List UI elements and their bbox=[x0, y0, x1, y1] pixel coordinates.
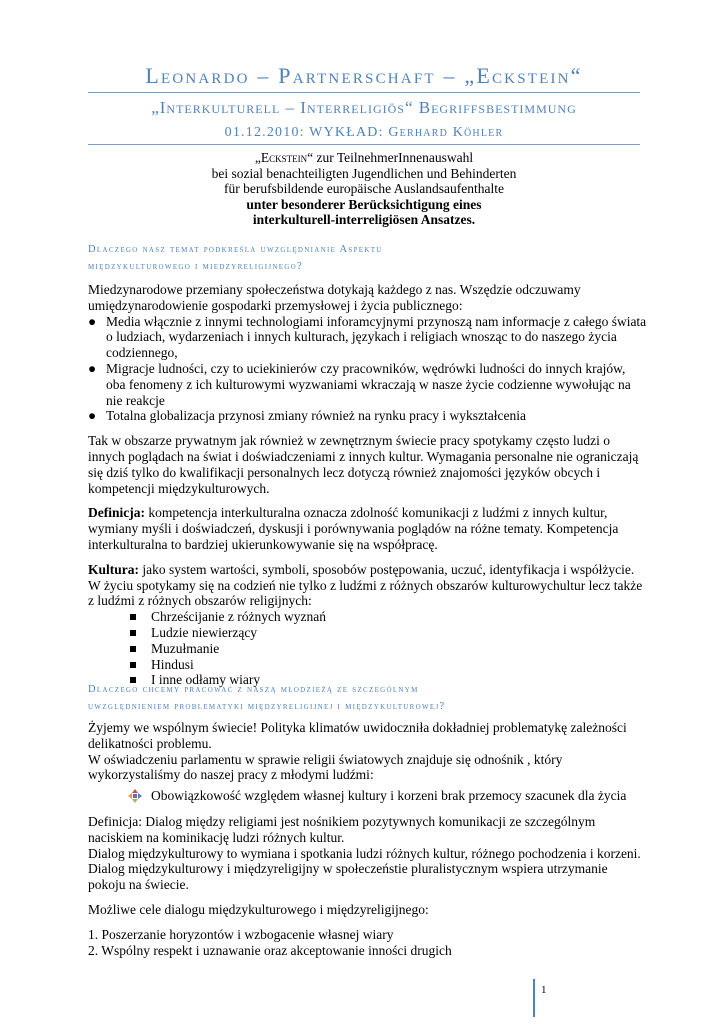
intro-line-1: „Eckstein“ zur TeilnehmerInnenauswahl bbox=[254, 150, 474, 165]
page-number: 1 bbox=[533, 979, 547, 1017]
square-bullet-icon bbox=[130, 646, 136, 652]
bullet-dot-icon: ● bbox=[88, 360, 97, 376]
goal-item: 2. Wspólny respekt i uznawanie oraz akceptowanie inności drugich bbox=[88, 942, 452, 958]
list-item: I inne odłamy wiary bbox=[88, 672, 648, 688]
list-item: ● Totalna globalizacja przynosi zmiany również na rynku pracy i wykształcenia bbox=[88, 408, 527, 424]
section2-para2: W oświadczeniu parlamentu w sprawie religii światowych znajduje się odnośnik , który wykorzystaliśmy do naszej pracy z młodymi ludźmi: bbox=[88, 751, 563, 783]
intro-line-2: bei sozial benachteiligten Jugendlichen und Behinderten bbox=[211, 165, 517, 181]
title-divider bbox=[88, 92, 640, 93]
list-item: ● Migracje ludności, czy to uciekinierów czy pracowników, wędrówki ludności do innych krajów, oba fenomeny z ich kulturowymi wyzwaniami wkraczają w nasze życie codzienne wywołując na nie reakcje bbox=[88, 360, 631, 408]
arrow-list-item: Obowiązkowość względem własnej kultury i korzeni brak przemocy szacunek dla życia bbox=[88, 788, 648, 804]
list-item: Chrześcijanie z różnych wyznań bbox=[88, 609, 648, 625]
culture-paragraph: Kultura: jako system wartości, symboli, sposobów postępowania, uczuć, identyfikacja i współżycie. W życiu spotykamy się na codzień nie tylko z ludźmi z różnych obszarów kulturowychultur lecz także z ludźmi z różnych obszarów religijnych: bbox=[88, 561, 643, 609]
section2-def3: Dialog międzykulturowy i międzyreligijny w społeczeństie pluralistycznym wspiera utrzymanie pokoju na świecie. bbox=[88, 861, 608, 893]
square-bullet-icon bbox=[130, 630, 136, 636]
section1-para2: Tak w obszarze prywatnym jak również w zewnętrznym świecie pracy spotykamy często ludzi o innych poglądach na świat i doświadczeniami z innych kultur. Wymagania personalne nie ograniczają się dziś tylko do kwalifikacji personalnych lecz dotyczą również znajomości języków obcych i kompetencji międzykulturowych. bbox=[88, 433, 639, 496]
four-arrows-icon bbox=[128, 789, 142, 803]
intro-line-5: interkulturell-interreligiösen Ansatzes. bbox=[252, 212, 476, 228]
list-item: Hindusi bbox=[88, 657, 648, 673]
section2-def1: Definicja: Dialog między religiami jest nośnikiem pozytywnych komunikacji ze szczególnym naciskiem na kominikację ludzi różnych kultur. bbox=[88, 813, 596, 845]
section1-para1: Miedzynarodowe przemiany społeczeństwa dotykają każdego z nas. Wszędzie odczuwamy umiędzynarodowienie gospodarki przemysłowej i życia publicznego: bbox=[88, 282, 581, 313]
section2-para1: Żyjemy we wspólnym świecie! Polityka klimatów uwidoczniła dokładniej problematykę zależności delikatności problemu. bbox=[88, 720, 627, 751]
date-divider bbox=[88, 144, 640, 145]
list-item: ● Media włącznie z innymi technologiami inforamcyjnymi przynoszą nam informacje z całego świata o ludziach, wydarzeniach i innych kulturach, językach i religiach wnosząc to do naszego życia codziennego, bbox=[88, 313, 647, 361]
section2-heading: Dlaczego chcemy pracować z naszą młodzieżą ze szczególnym uwzględnieniem problematyki międzyreligijnej i międzykulturowej? bbox=[88, 684, 446, 712]
goals-intro: Możliwe cele dialogu międzykulturowego i międzyreligijnego: bbox=[88, 901, 429, 917]
list-item: Ludzie niewierzący bbox=[88, 625, 648, 641]
section1-body bbox=[88, 282, 648, 697]
definition-paragraph: Definicja: kompetencja interkulturalna oznacza zdolność komunikacji z ludźmi z innych kultur, wymiany myśli i doświadczeń, dyskusji i porównywania poglądów na różne tematy. Kompetencja interkulturalna to bardziej ukierunkowywanie się na współpracę. bbox=[88, 505, 619, 552]
intro-line-3: für berufsbildende europäische Auslandsaufenthalte bbox=[223, 181, 505, 197]
list-item: Muzułmanie bbox=[88, 641, 648, 657]
document-subtitle: „Interkulturell – Interreligiös“ Begriffsbestimmung bbox=[151, 98, 577, 117]
square-bullet-icon bbox=[130, 614, 136, 620]
section1-bullet-list bbox=[88, 314, 648, 425]
goal-item: 1. Poszerzanie horyzontów i wzbogacenie własnej wiary bbox=[88, 926, 394, 942]
religion-group-list bbox=[88, 609, 648, 688]
bullet-dot-icon: ● bbox=[88, 408, 97, 424]
section2-body bbox=[88, 720, 648, 958]
section2-def2: Dialog międzykulturowy to wymiana i spotkania ludzi różnych kultur, różnego pochodzenia i korzeni. bbox=[88, 845, 641, 861]
bullet-dot-icon: ● bbox=[88, 313, 97, 329]
intro-line-4: unter besonderer Berücksichtigung eines bbox=[246, 196, 482, 212]
section1-heading: Dlaczego nasz temat podkreśla uwzględnianie Aspektu międzykulturowego i miedzyreligijnego? bbox=[88, 244, 383, 272]
document-title: Leonardo – Partnerschaft – „Eckstein“ bbox=[145, 63, 583, 88]
intro-block bbox=[88, 150, 640, 228]
lecture-date-line: 01.12.2010: WYKŁAD: Gerhard Köhler bbox=[224, 125, 504, 140]
square-bullet-icon bbox=[130, 662, 136, 668]
